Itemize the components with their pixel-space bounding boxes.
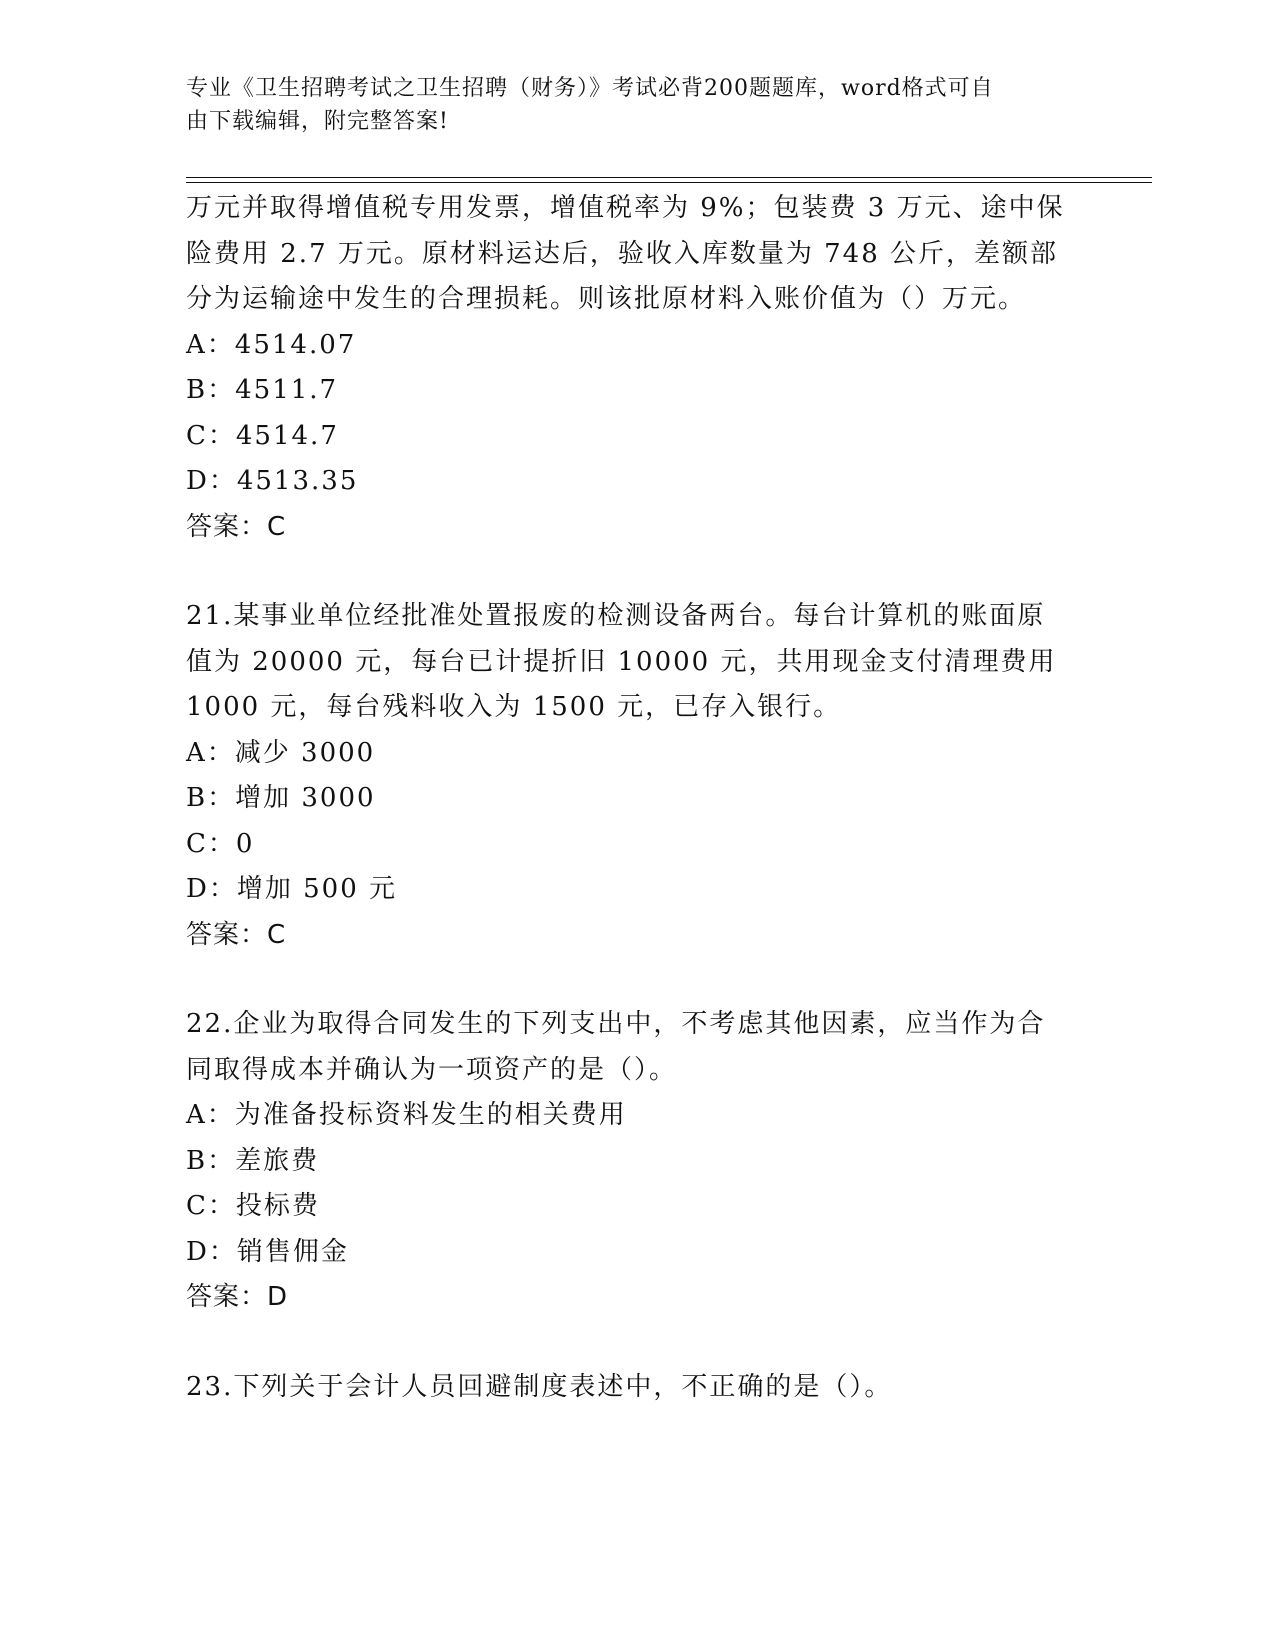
question-text-line: 1000 元，每台残料收入为 1500 元，已存入银行。 [186, 692, 842, 722]
question-text-line: 22.企业为取得合同发生的下列支出中，不考虑其他因素，应当作为合 [186, 1009, 1046, 1039]
question-20 [186, 186, 1086, 550]
question-text-line: 分为运输途中发生的合理损耗。则该批原材料入账价值为（）万元。 [186, 284, 1027, 314]
document-body [186, 186, 1086, 1410]
option-b: B：4511.7 [186, 375, 339, 405]
option-c: C：4514.7 [186, 420, 339, 451]
option-b: B：差旅费 [186, 1145, 320, 1176]
option-a: A：减少 3000 [186, 737, 376, 768]
question-text-line: 值为 20000 元，每台已计提折旧 10000 元，共用现金支付清理费用 [186, 646, 1057, 677]
question-text-line: 万元并取得增值税专用发票，增值税率为 9%；包装费 3 万元、途中保 [186, 193, 1065, 223]
answer: 答案：C [186, 919, 287, 950]
option-c: C：0 [186, 828, 255, 859]
option-d: D：4513.35 [186, 466, 359, 496]
question-text-line: 同取得成本并确认为一项资产的是（）。 [186, 1054, 678, 1085]
header-line-2: 由下载编辑，附完整答案! [186, 109, 449, 134]
option-b: B：增加 3000 [186, 783, 376, 813]
question-23 [186, 1365, 1086, 1411]
header-line-1: 专业《卫生招聘考试之卫生招聘（财务）》考试必背200题题库，word格式可自 [186, 76, 994, 101]
question-text-line: 23.下列关于会计人员回避制度表述中，不正确的是（）。 [186, 1371, 893, 1402]
question-text-line: 险费用 2.7 万元。原材料运达后，验收入库数量为 748 公斤，差额部 [186, 238, 1059, 269]
option-d: D：销售佣金 [186, 1236, 349, 1267]
question-22 [186, 1002, 1086, 1321]
document-header [186, 72, 1066, 138]
option-d: D：增加 500 元 [186, 874, 398, 904]
header-divider-bottom [186, 182, 1152, 183]
header-divider-top [186, 177, 1152, 178]
option-c: C：投标费 [186, 1191, 320, 1221]
answer: 答案：C [186, 511, 287, 542]
question-21 [186, 594, 1086, 958]
option-a: A：4514.07 [186, 329, 357, 360]
answer: 答案：D [186, 1282, 289, 1312]
option-a: A：为准备投标资料发生的相关费用 [186, 1100, 627, 1130]
question-text-line: 21.某事业单位经批准处置报废的检测设备两台。每台计算机的账面原 [186, 601, 1046, 631]
